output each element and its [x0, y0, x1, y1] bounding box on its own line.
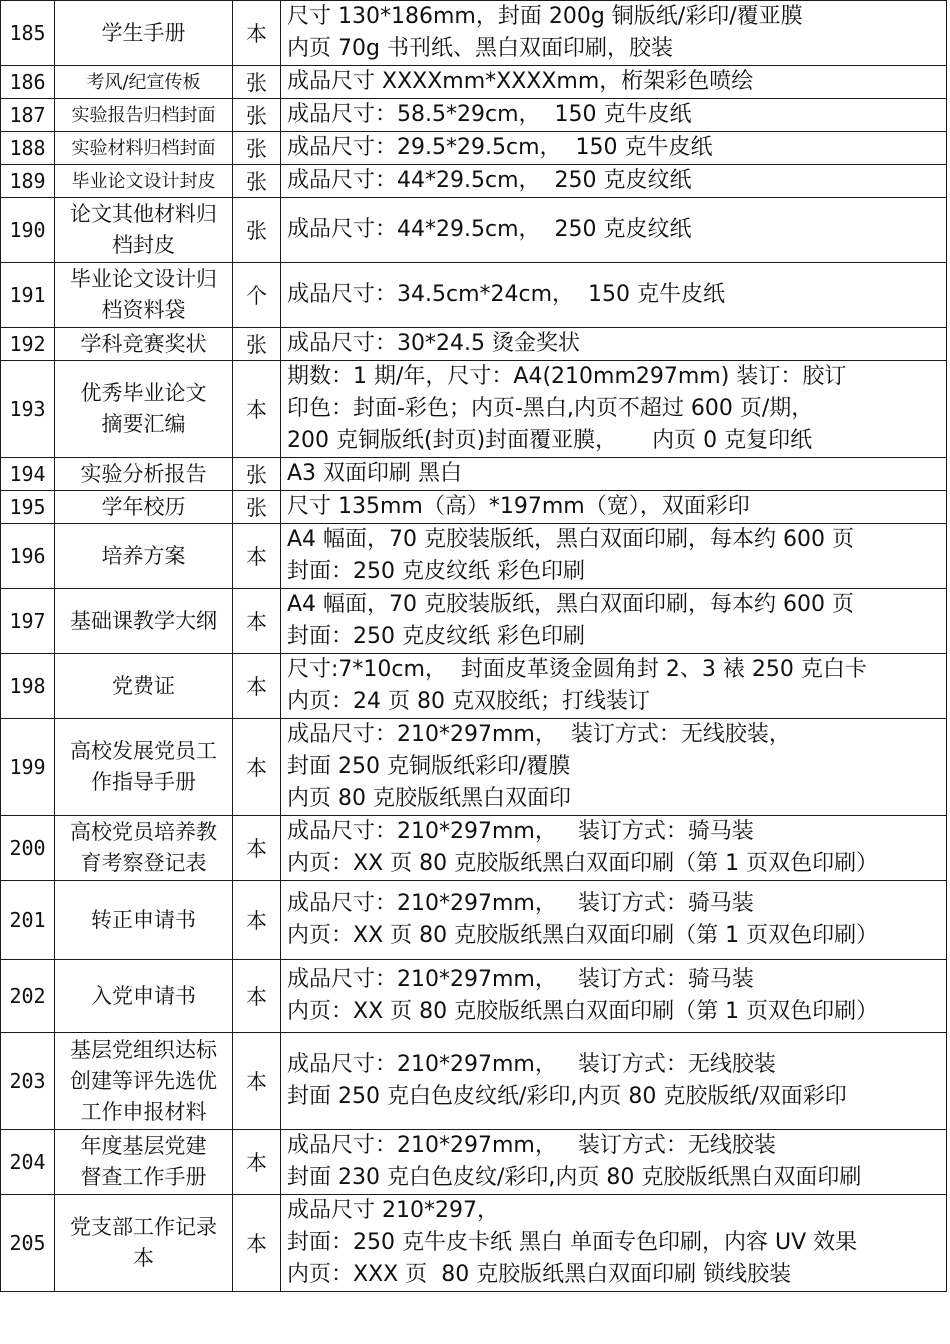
item-name-cell — [55, 132, 233, 165]
unit-cell: 张 — [233, 165, 281, 198]
item-name-cell — [55, 1195, 233, 1292]
item-name-line: 转正申请书 — [91, 907, 196, 932]
unit-cell: 张 — [233, 458, 281, 491]
spec-cell — [281, 458, 947, 491]
row-number-cell: 202 — [1, 960, 55, 1033]
item-name-line: 入党申请书 — [91, 983, 196, 1008]
spec-cell — [281, 1130, 947, 1195]
item-name-cell — [55, 1130, 233, 1195]
row-number-cell: 190 — [1, 198, 55, 263]
table-row — [1, 816, 947, 881]
row-number-cell: 197 — [1, 589, 55, 654]
spec-line: A4 幅面，70 克胶装版纸，黑白双面印刷，每本约 600 页 — [287, 592, 855, 617]
spec-line: 成品尺寸：44*29.5cm， 250 克皮纹纸 — [287, 168, 692, 193]
spec-line: 成品尺寸：210*297mm， 装订方式：骑马装 — [287, 891, 754, 916]
item-name-line: 高校党员培养教 — [70, 820, 217, 844]
spec-line: 成品尺寸：34.5cm*24cm， 150 克牛皮纸 — [287, 282, 726, 307]
row-number-cell: 199 — [1, 719, 55, 816]
spec-cell — [281, 263, 947, 328]
item-name-line: 论文其他材料归 — [70, 202, 217, 226]
spec-line: 成品尺寸：30*24.5 烫金奖状 — [287, 331, 580, 356]
spec-cell — [281, 589, 947, 654]
item-name-line: 高校发展党员工 — [70, 739, 217, 763]
spec-line: 封面：250 克皮纹纸 彩色印刷 — [287, 624, 585, 649]
item-name-line: 考风/纪宣传板 — [86, 71, 201, 93]
item-name-cell — [55, 491, 233, 524]
unit-cell: 本 — [233, 1, 281, 66]
table-row — [1, 654, 947, 719]
table-row — [1, 1, 947, 66]
item-name-cell — [55, 165, 233, 198]
item-name-cell — [55, 361, 233, 458]
item-name-line: 育考察登记表 — [80, 851, 207, 875]
spec-line: A4 幅面，70 克胶装版纸，黑白双面印刷，每本约 600 页 — [287, 527, 855, 552]
item-name-cell — [55, 1033, 233, 1130]
row-number-cell: 201 — [1, 881, 55, 960]
spec-cell — [281, 1033, 947, 1130]
item-name-cell — [55, 589, 233, 654]
row-number-cell: 193 — [1, 361, 55, 458]
item-name-cell — [55, 719, 233, 816]
spec-line: 内页：XX 页 80 克胶版纸黑白双面印刷（第 1 页双色印刷） — [287, 999, 879, 1024]
row-number-cell: 192 — [1, 328, 55, 361]
row-number-cell: 200 — [1, 816, 55, 881]
table-row — [1, 1033, 947, 1130]
row-number-cell: 189 — [1, 165, 55, 198]
spec-cell — [281, 816, 947, 881]
table-row — [1, 99, 947, 132]
item-name-line: 党费证 — [112, 673, 175, 698]
row-number-cell: 194 — [1, 458, 55, 491]
unit-cell: 本 — [233, 816, 281, 881]
item-name-line: 学年校历 — [101, 494, 186, 519]
unit-cell: 本 — [233, 654, 281, 719]
row-number-cell: 187 — [1, 99, 55, 132]
table-row — [1, 589, 947, 654]
spec-cell — [281, 719, 947, 816]
unit-cell: 张 — [233, 66, 281, 99]
table-row — [1, 1195, 947, 1292]
spec-line: 尺寸 135mm（高）*197mm（宽），双面彩印 — [287, 494, 750, 519]
spec-cell — [281, 1, 947, 66]
spec-line: 封面：250 克皮纹纸 彩色印刷 — [287, 559, 585, 584]
item-name-line: 实验报告归档封面 — [71, 104, 216, 126]
item-name-cell — [55, 960, 233, 1033]
item-name-line: 档封皮 — [112, 233, 175, 257]
spec-cell — [281, 165, 947, 198]
table-row — [1, 198, 947, 263]
item-name-line: 基础课教学大纲 — [70, 608, 217, 633]
unit-cell: 张 — [233, 198, 281, 263]
spec-cell — [281, 1195, 947, 1292]
spec-line: 成品尺寸：210*297mm， 装订方式：无线胶装 — [287, 1133, 776, 1158]
unit-cell: 本 — [233, 719, 281, 816]
table-row — [1, 132, 947, 165]
spec-line: 成品尺寸：210*297mm， 装订方式：无线胶装， — [287, 722, 791, 747]
unit-cell: 本 — [233, 361, 281, 458]
item-name-line: 基层党组织达标 — [70, 1037, 217, 1062]
spec-cell — [281, 198, 947, 263]
table-row — [1, 719, 947, 816]
spec-cell — [281, 361, 947, 458]
item-name-line: 学生手册 — [101, 20, 186, 45]
unit-cell: 张 — [233, 99, 281, 132]
unit-cell: 本 — [233, 1033, 281, 1130]
spec-line: 内页：XXX 页 80 克胶版纸黑白双面印刷 锁线胶装 — [287, 1262, 792, 1287]
spec-line: 成品尺寸：58.5*29cm， 150 克牛皮纸 — [287, 102, 692, 127]
item-name-line: 督查工作手册 — [80, 1165, 207, 1189]
spec-line: 成品尺寸：210*297mm， 装订方式：骑马装 — [287, 819, 754, 844]
spec-cell — [281, 881, 947, 960]
item-name-line: 本 — [133, 1246, 154, 1270]
unit-cell: 张 — [233, 491, 281, 524]
item-name-line: 实验材料归档封面 — [71, 137, 216, 159]
spec-cell — [281, 99, 947, 132]
spec-cell — [281, 132, 947, 165]
table-row — [1, 263, 947, 328]
row-number-cell: 186 — [1, 66, 55, 99]
item-name-cell — [55, 881, 233, 960]
row-number-cell: 203 — [1, 1033, 55, 1130]
item-name-line: 年度基层党建 — [80, 1134, 207, 1158]
item-name-cell — [55, 816, 233, 881]
table-row — [1, 458, 947, 491]
item-name-line: 培养方案 — [101, 543, 186, 568]
spec-cell — [281, 66, 947, 99]
spec-line: 封面 250 克铜版纸彩印/覆膜 — [287, 754, 571, 779]
table-row — [1, 66, 947, 99]
spec-line: 成品尺寸：29.5*29.5cm， 150 克牛皮纸 — [287, 135, 713, 160]
spec-cell — [281, 960, 947, 1033]
item-name-cell — [55, 198, 233, 263]
unit-cell: 本 — [233, 881, 281, 960]
spec-line: 成品尺寸：210*297mm， 装订方式：无线胶装 — [287, 1052, 776, 1077]
item-name-line: 优秀毕业论文 — [80, 381, 207, 405]
spec-line: 成品尺寸：44*29.5cm， 250 克皮纹纸 — [287, 217, 692, 242]
spec-line: 200 克铜版纸(封页)封面覆亚膜， 内页 0 克复印纸 — [287, 428, 813, 453]
item-name-line: 创建等评先选优 — [70, 1068, 217, 1093]
row-number-cell: 205 — [1, 1195, 55, 1292]
table-row — [1, 960, 947, 1033]
spec-line: 封面 230 克白色皮纹/彩印,内页 80 克胶版纸黑白双面印刷 — [287, 1165, 862, 1190]
unit-cell: 本 — [233, 1130, 281, 1195]
row-number-cell: 198 — [1, 654, 55, 719]
spec-line: 成品尺寸 210*297， — [287, 1198, 499, 1223]
unit-cell: 本 — [233, 1195, 281, 1292]
spec-cell — [281, 491, 947, 524]
item-name-line: 毕业论文设计封皮 — [71, 170, 216, 192]
item-name-cell — [55, 1, 233, 66]
spec-cell — [281, 524, 947, 589]
spec-line: 封面 250 克白色皮纹纸/彩印,内页 80 克胶版纸/双面彩印 — [287, 1084, 847, 1109]
item-name-cell — [55, 99, 233, 132]
item-name-line: 档资料袋 — [101, 298, 186, 322]
spec-line: A3 双面印刷 黑白 — [287, 461, 463, 486]
table-row — [1, 165, 947, 198]
table-row — [1, 328, 947, 361]
item-name-line: 毕业论文设计归 — [70, 267, 217, 291]
table-row — [1, 524, 947, 589]
row-number-cell: 195 — [1, 491, 55, 524]
table-body — [1, 1, 947, 1292]
spec-line: 印色：封面-彩色；内页-黑白,内页不超过 600 页/期， — [287, 396, 814, 421]
item-name-line: 作指导手册 — [91, 770, 196, 794]
spec-line: 成品尺寸 XXXXmm*XXXXmm，桁架彩色喷绘 — [287, 69, 754, 94]
row-number-cell: 196 — [1, 524, 55, 589]
spec-line: 尺寸:7*10cm， 封面皮革烫金圆角封 2、3 裱 250 克白卡 — [287, 657, 867, 682]
row-number-cell: 204 — [1, 1130, 55, 1195]
item-name-cell — [55, 328, 233, 361]
item-name-cell — [55, 654, 233, 719]
item-name-line: 学科竞赛奖状 — [80, 331, 207, 356]
unit-cell: 张 — [233, 328, 281, 361]
item-name-cell — [55, 263, 233, 328]
spec-line: 封面：250 克牛皮卡纸 黑白 单面专色印刷，内容 UV 效果 — [287, 1230, 858, 1255]
item-name-line: 工作申报材料 — [80, 1099, 207, 1124]
row-number-cell: 191 — [1, 263, 55, 328]
spec-cell — [281, 328, 947, 361]
item-name-line: 实验分析报告 — [80, 461, 207, 486]
item-name-cell — [55, 66, 233, 99]
row-number-cell: 188 — [1, 132, 55, 165]
table-row — [1, 1130, 947, 1195]
spec-line: 内页 70g 书刊纸、黑白双面印刷，胶装 — [287, 36, 673, 61]
row-number-cell: 185 — [1, 1, 55, 66]
item-name-line: 党支部工作记录 — [70, 1215, 217, 1239]
table-row — [1, 361, 947, 458]
unit-cell: 张 — [233, 132, 281, 165]
unit-cell: 本 — [233, 960, 281, 1033]
unit-cell: 个 — [233, 263, 281, 328]
item-name-cell — [55, 458, 233, 491]
spec-cell — [281, 654, 947, 719]
item-name-cell — [55, 524, 233, 589]
spec-line: 期数：1 期/年，尺寸：A4(210mm297mm) 装订：胶订 — [287, 364, 847, 389]
spec-line: 内页 80 克胶版纸黑白双面印 — [287, 786, 571, 811]
spec-line: 内页：24 页 80 克双胶纸；打线装订 — [287, 689, 650, 714]
table-row — [1, 491, 947, 524]
spec-line: 尺寸 130*186mm，封面 200g 铜版纸/彩印/覆亚膜 — [287, 4, 803, 29]
unit-cell: 本 — [233, 589, 281, 654]
spec-line: 内页：XX 页 80 克胶版纸黑白双面印刷（第 1 页双色印刷） — [287, 851, 879, 876]
item-name-line: 摘要汇编 — [101, 412, 186, 436]
spec-line: 内页：XX 页 80 克胶版纸黑白双面印刷（第 1 页双色印刷） — [287, 923, 879, 948]
spec-line: 成品尺寸：210*297mm， 装订方式：骑马装 — [287, 967, 754, 992]
unit-cell: 本 — [233, 524, 281, 589]
table-row — [1, 881, 947, 960]
